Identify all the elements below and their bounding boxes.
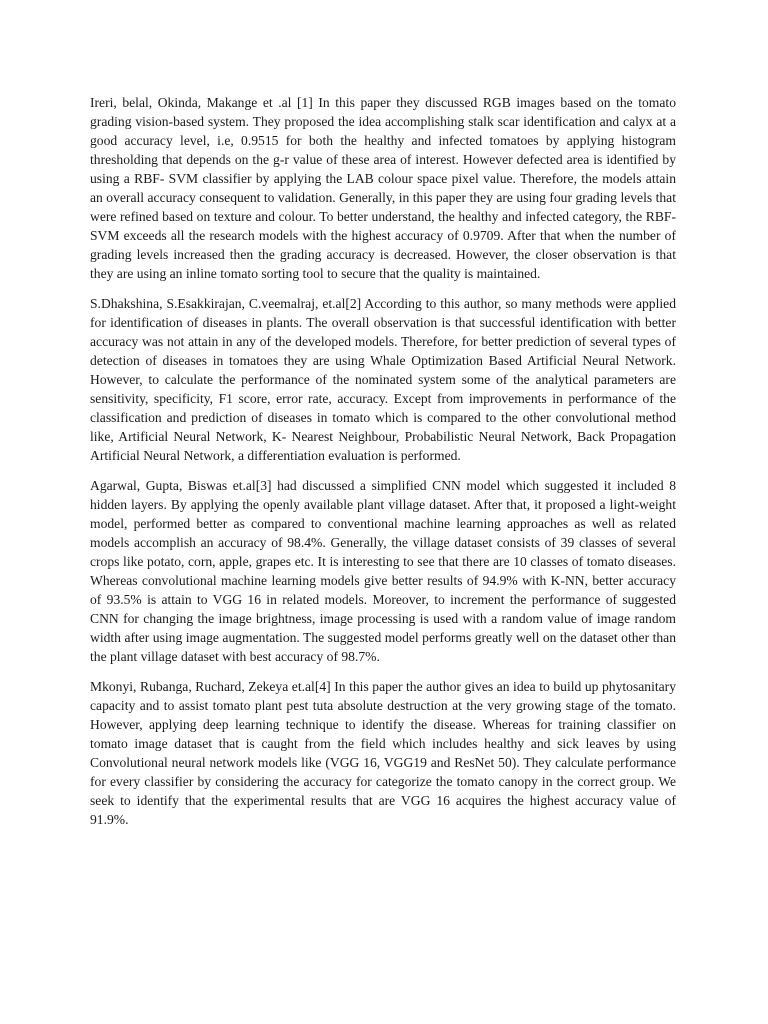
paragraph-ireri: Ireri, belal, Okinda, Makange et .al [1] In this paper they discussed RGB images based on the tomato grading vision-based system. They proposed the idea accomplishing stalk scar identification and calyx at a good accuracy level, i.e, 0.9515 for both the healthy and infected tomatoes by applying histogram thresholding that depends on the g-r value of these area of interest. However defected area is identified by using a RBF- SVM classifier by applying the LAB colour space pixel value. Therefore, the models attain an overall accuracy consequent to validation. Generally, in this paper they are using four grading levels that were refined based on texture and colour. To better understand, the healthy and infected category, the RBF-SVM exceeds all the research models with the highest accuracy of 0.9709. After that when the number of grading levels increased then the grading accuracy is decreased. However, the closer observation is that they are using an inline tomato sorting tool to secure that the quality is maintained. [90, 95, 676, 281]
paragraph-agarwal: Agarwal, Gupta, Biswas et.al[3] had discussed a simplified CNN model which suggested it included 8 hidden layers. By applying the openly available plant village dataset. After that, it proposed a light-weight model, performed better as compared to conventional machine learning approaches as well as related models accomplish an accuracy of 98.4%. Generally, the village dataset consists of 39 classes of several crops like potato, corn, apple, grapes etc. It is interesting to see that there are 10 classes of tomato diseases. Whereas convolutional machine learning models give better results of 94.9% with K-NN, better accuracy of 93.5% is attain to VGG 16 in related models. Moreover, to increment the performance of suggested CNN for changing the image brightness, image processing is used with a random value of image random width after using image augmentation. The suggested model performs greatly well on the dataset other than the plant village dataset with best accuracy of 98.7%. [90, 478, 676, 664]
paragraph-dhakshina: S.Dhakshina, S.Esakkirajan, C.veemalraj, et.al[2] According to this author, so many methods were applied for identification of diseases in plants. The overall observation is that successful identification with better accuracy was not attain in any of the developed models. Therefore, for better prediction of several types of detection of diseases in tomatoes they are using Whale Optimization Based Artificial Neural Network. However, to calculate the performance of the nominated system some of the analytical parameters are sensitivity, specificity, F1 score, error rate, accuracy. Except from improvements in performance of the classification and prediction of diseases in tomato which is compared to the other convolutional method like, Artificial Neural Network, K- Nearest Neighbour, Probabilistic Neural Network, Back Propagation Artificial Neural Network, a differentiation evaluation is performed. [90, 296, 676, 463]
paragraph-mkonyi: Mkonyi, Rubanga, Ruchard, Zekeya et.al[4] In this paper the author gives an idea to build up phytosanitary capacity and to assist tomato plant pest tuta absolute destruction at the very growing stage of the tomato. However, applying deep learning technique to identify the disease. Whereas for training classifier on tomato image dataset that is caught from the field which includes healthy and sick leaves by using Convolutional neural network models like (VGG 16, VGG19 and ResNet 50). They calculate performance for every classifier by considering the accuracy for categorize the tomato canopy in the correct group. We seek to identify that the experimental results that are VGG 16 acquires the highest accuracy value of 91.9%. [90, 679, 676, 827]
document-page [90, 93, 676, 840]
